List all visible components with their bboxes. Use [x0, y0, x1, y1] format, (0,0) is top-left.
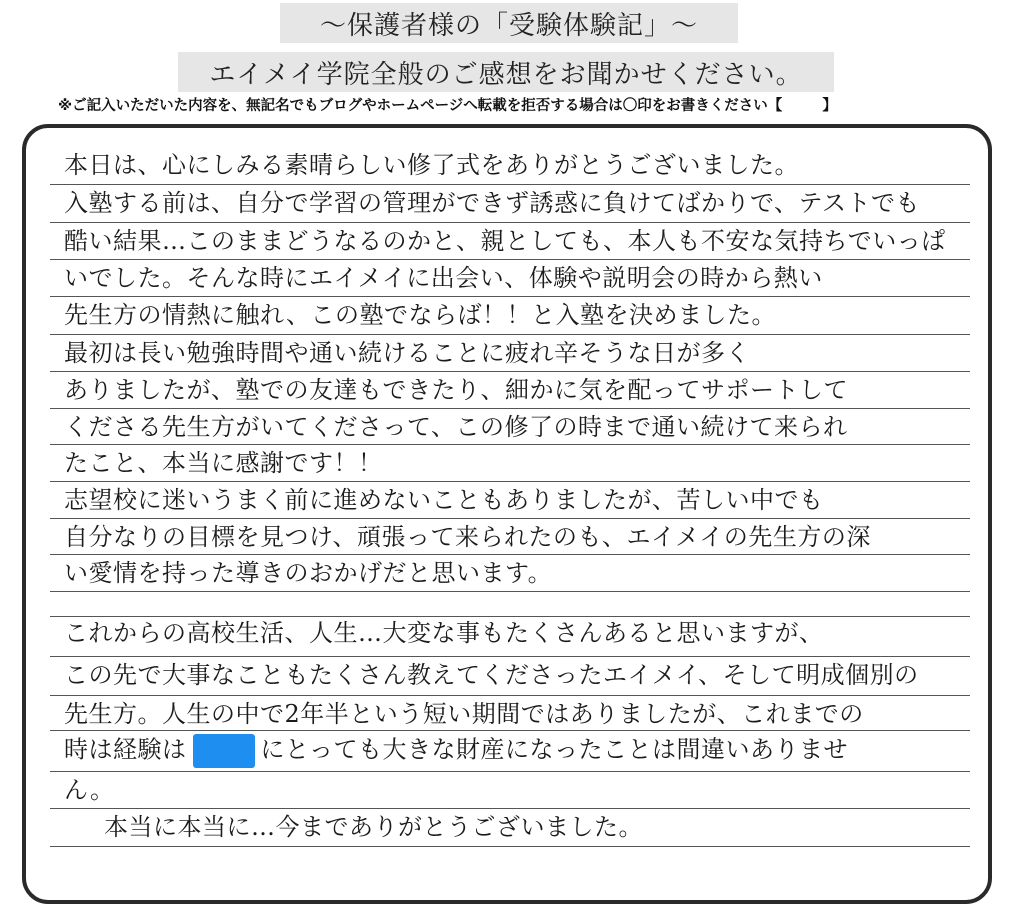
redaction-box — [193, 734, 255, 768]
ruled-line — [50, 846, 970, 847]
text-line-16: 先生方。人生の中で2年半という短い期間ではありましたが、これまでの — [64, 700, 864, 728]
text-line-2: 入塾する前は、自分で学習の管理ができず誘惑に負けてばかりで、テストでも — [64, 189, 921, 217]
page-title: 〜保護者様の「受験体験記」〜 — [280, 3, 738, 43]
text-line-5: 先生方の情熱に触れ、この塾でならば！！と入塾を決めました。 — [64, 301, 776, 329]
text-line-15: この先で大事なこともたくさん教えてくださったエイメイ、そして明成個別の — [64, 661, 919, 689]
ruled-line — [50, 554, 970, 555]
ruled-line — [50, 296, 970, 297]
ruled-line — [50, 591, 970, 592]
ruled-line — [50, 730, 970, 731]
privacy-notice — [58, 94, 978, 114]
ruled-line — [50, 334, 970, 335]
text-line-8: くださる先生方がいてくださって、この修了の時まで通い続けて来られ — [64, 413, 848, 441]
text-line-9: たこと、本当に感謝です！！ — [64, 449, 383, 477]
page-subtitle: エイメイ学院全般のご感想をお聞かせください。 — [178, 52, 834, 92]
notice-bracket-close: 】 — [822, 98, 837, 114]
text-line-3: 酷い結果…このままどうなるのかと、親としても、本人も不安な気持ちでいっぱ — [64, 227, 946, 255]
ruled-line — [50, 481, 970, 482]
text-line-12: い愛情を持った導きのおかげだと思います。 — [64, 559, 553, 587]
ruled-line — [50, 616, 970, 617]
ruled-line — [50, 518, 970, 519]
notice-text: ※ご記入いただいた内容を、無記名でもブログやホームページへ転載を拒否する場合は〇印をお書きください【 — [58, 98, 783, 114]
ruled-line — [50, 444, 970, 445]
text-line-7: ありましたが、塾での友達もできたり、細かに気を配ってサポートして — [64, 376, 848, 404]
text-line-11: 自分なりの目標を見つけ、頑張って来られたのも、エイメイの先生方の深 — [64, 523, 871, 551]
ruled-line — [50, 695, 970, 696]
text-line-19: 本当に本当に…今までありがとうございました。 — [104, 813, 643, 841]
text-line-10: 志望校に迷いうまく前に進めないこともありましたが、苦しい中でも — [64, 486, 824, 514]
text-line-14: これからの高校生活、人生…大変な事もたくさんあると思いますが、 — [64, 619, 824, 647]
text-line-17 — [64, 734, 984, 768]
text-line-17-after: にとっても大きな財産になったことは間違いありませ — [260, 735, 849, 764]
text-line-1: 本日は、心にしみる素晴らしい修了式をありがとうございました。 — [64, 151, 799, 179]
ruled-line — [50, 808, 970, 809]
ruled-line — [50, 771, 970, 772]
text-line-6: 最初は長い勉強時間や通い続けることに疲れ辛そうな日が多く — [64, 339, 750, 367]
ruled-line — [50, 259, 970, 260]
ruled-line — [50, 371, 970, 372]
text-line-17-before: 時は経験は — [64, 735, 187, 764]
ruled-line — [50, 222, 970, 223]
text-line-4: いでした。そんな時にエイメイに出会い、体験や説明会の時から熱い — [64, 264, 823, 292]
ruled-line — [50, 408, 970, 409]
text-line-18: ん。 — [64, 776, 115, 804]
ruled-line — [50, 656, 970, 657]
ruled-line — [50, 184, 970, 185]
